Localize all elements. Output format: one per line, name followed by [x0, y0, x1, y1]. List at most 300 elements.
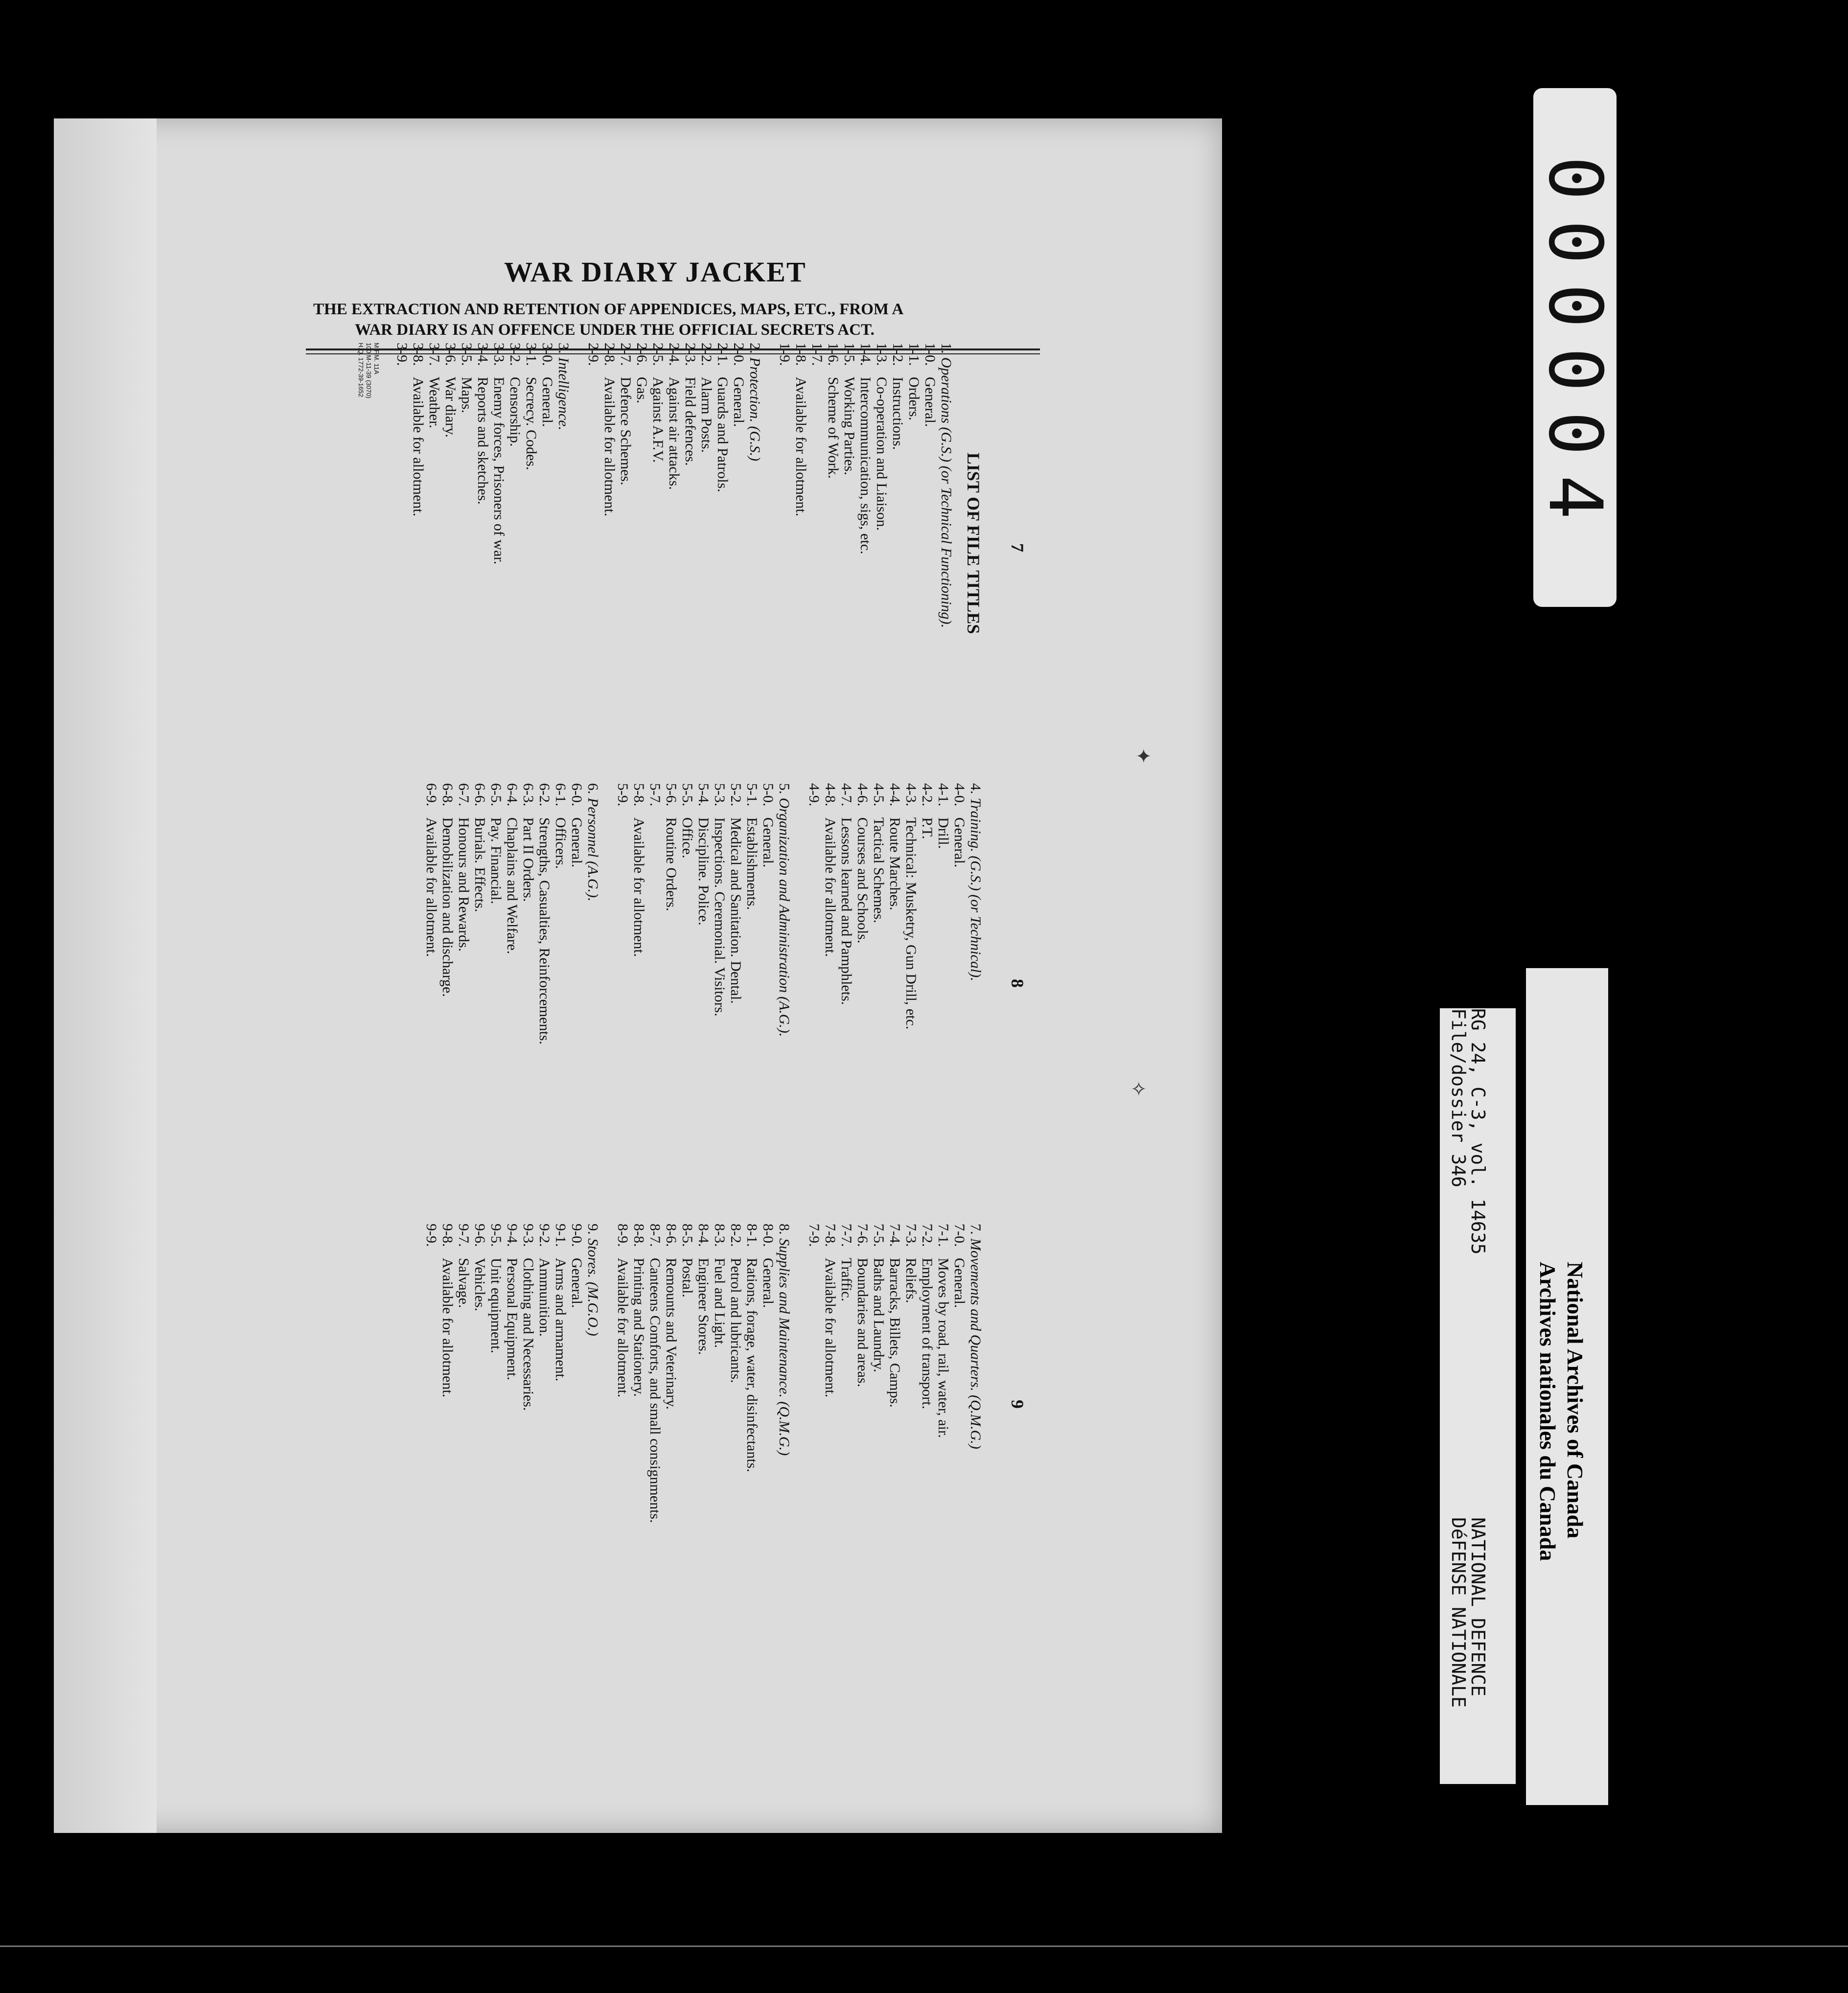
- file-title-item: [903, 783, 919, 1184]
- file-title: Burials. Effects.: [472, 817, 488, 912]
- file-code: 5-0.: [760, 783, 776, 807]
- file-title: Reliefs.: [903, 1258, 919, 1303]
- file-code: 3-7.: [426, 343, 442, 366]
- file-title: Establishments.: [744, 817, 760, 910]
- file-title-item: [634, 343, 650, 744]
- file-title-item: [423, 1224, 439, 1625]
- file-title-item: [456, 1224, 472, 1625]
- section-heading: [747, 343, 763, 744]
- file-title: Orders.: [906, 377, 922, 421]
- file-title: Inspections. Ceremonial. Visitors.: [712, 817, 728, 1017]
- section: [423, 1224, 601, 1625]
- file-title-item: [919, 1224, 935, 1625]
- file-code: 3-5.: [459, 343, 475, 366]
- file-code: 6-9.: [423, 783, 439, 807]
- file-title-item: [682, 343, 698, 744]
- file-title-item: [855, 1224, 871, 1625]
- section-heading: [555, 343, 572, 744]
- file-title: Field defences.: [682, 377, 698, 466]
- section-number: 4.: [968, 783, 984, 794]
- file-code: 3-2.: [507, 343, 523, 366]
- file-title-item: [935, 1224, 951, 1625]
- file-title: Available for allotment.: [631, 817, 647, 957]
- file-code: 2-4.: [666, 343, 682, 366]
- file-code: 7-1.: [935, 1224, 951, 1247]
- file-title: General.: [539, 377, 555, 427]
- file-code: 4-2.: [919, 783, 935, 807]
- file-title: Baths and Laundry.: [871, 1258, 887, 1372]
- file-code: 7-4.: [887, 1224, 903, 1247]
- file-title-item: [871, 1224, 887, 1625]
- file-code: 1-4.: [857, 343, 874, 366]
- file-code: 3-0.: [539, 343, 555, 366]
- file-title-item: [728, 783, 744, 1184]
- section-number: 8.: [776, 1224, 792, 1235]
- file-code: 5-2.: [728, 783, 744, 807]
- file-title-item: [919, 783, 935, 1184]
- section-title: Organization and Administration (A.G.).: [776, 798, 792, 1037]
- file-title-item: [475, 343, 491, 744]
- file-title: Maps.: [459, 377, 475, 414]
- file-code: 4-8.: [822, 783, 838, 807]
- section-number: 6.: [585, 783, 601, 794]
- file-code: 7-0.: [951, 1224, 968, 1247]
- file-code: 5-6.: [663, 783, 679, 807]
- file-code: 9-5.: [488, 1224, 504, 1247]
- section: [615, 783, 792, 1184]
- section-title: Intelligence.: [555, 357, 572, 431]
- paper-mark: ✧: [1131, 1078, 1147, 1100]
- file-title-item: [698, 343, 715, 744]
- file-code: 3-9.: [394, 343, 410, 366]
- collection-dept-fr: DéFENSE NATIONALE: [1448, 1517, 1469, 1708]
- file-code: 6-1.: [553, 783, 569, 807]
- file-code: 6-8.: [439, 783, 456, 807]
- file-title: Against A.F.V.: [650, 377, 666, 463]
- file-code: 8-7.: [647, 1224, 663, 1247]
- file-code: 7-5.: [871, 1224, 887, 1247]
- file-title-item: [822, 1224, 838, 1625]
- file-code: 8-1.: [744, 1224, 760, 1247]
- file-title-item: [585, 343, 601, 744]
- file-title: Personal Equipment.: [504, 1258, 520, 1380]
- scan-border-line: [0, 1946, 1848, 1947]
- section-number: 5.: [776, 783, 792, 794]
- file-code: 5-9.: [615, 783, 631, 807]
- file-code: 7-3.: [903, 1224, 919, 1247]
- section-number: 2.: [747, 343, 763, 354]
- file-title: Barracks, Billets, Camps.: [887, 1258, 903, 1408]
- section-title: Supplies and Maintenance. (Q.M.G.): [776, 1238, 792, 1456]
- file-title: General.: [731, 377, 747, 427]
- file-title-item: [841, 343, 857, 744]
- file-code: 9-8.: [439, 1224, 456, 1247]
- section-number: 7.: [968, 1224, 984, 1235]
- document-title: WAR DIARY JACKET: [504, 256, 807, 288]
- file-code: 3-8.: [410, 343, 426, 366]
- file-code: 1-0.: [922, 343, 938, 366]
- file-title-item: [488, 1224, 504, 1625]
- collection-reference: RG 24, C-3, vol. 14635: [1467, 1008, 1489, 1255]
- file-title: Printing and Stationery.: [631, 1258, 647, 1397]
- page-fold-edge: [54, 118, 157, 1833]
- file-title-item: [903, 1224, 919, 1625]
- file-code: 4-5.: [871, 783, 887, 807]
- file-code: 9-9.: [423, 1224, 439, 1247]
- file-code: 5-3.: [712, 783, 728, 807]
- file-title: Traffic.: [838, 1258, 855, 1302]
- file-title: Part II Orders.: [520, 817, 536, 902]
- file-title: Co-operation and Liaison.: [874, 377, 890, 531]
- file-title-item: [857, 343, 874, 744]
- file-code: 7-6.: [855, 1224, 871, 1247]
- file-title-item: [647, 783, 663, 1184]
- file-code: 4-7.: [838, 783, 855, 807]
- file-title-item: [744, 783, 760, 1184]
- file-title: Petrol and lubricants.: [728, 1258, 744, 1383]
- file-code: 6-5.: [488, 783, 504, 807]
- file-code: 2-5.: [650, 343, 666, 366]
- file-title-item: [507, 343, 523, 744]
- file-code: 1-6.: [825, 343, 841, 366]
- file-code: 8-6.: [663, 1224, 679, 1247]
- file-title-item: [569, 783, 585, 1184]
- file-title-item: [618, 343, 634, 744]
- file-title: Guards and Patrols.: [715, 377, 731, 492]
- file-titles-list: [357, 343, 1027, 1625]
- file-title-item: [520, 783, 536, 1184]
- file-code: 8-5.: [679, 1224, 695, 1247]
- file-title-item: [679, 1224, 695, 1625]
- file-title: Demobilization and discharge.: [439, 817, 456, 997]
- section-heading: [776, 783, 792, 1184]
- file-title-item: [679, 783, 695, 1184]
- file-title-item: [871, 783, 887, 1184]
- file-title-item: [539, 343, 555, 744]
- file-code: 8-0.: [760, 1224, 776, 1247]
- file-code: 5-7.: [647, 783, 663, 807]
- file-title-item: [569, 1224, 585, 1625]
- file-title: Courses and Schools.: [855, 817, 871, 944]
- file-code: 3-1.: [523, 343, 539, 366]
- file-title-item: [695, 783, 712, 1184]
- file-title-item: [890, 343, 906, 744]
- file-title: Clothing and Necessaries.: [520, 1258, 536, 1411]
- file-title: Strengths, Casualties, Reinforcements.: [536, 817, 553, 1045]
- file-title-item: [553, 783, 569, 1184]
- file-code: 8-9.: [615, 1224, 631, 1247]
- file-title: Against air attacks.: [666, 377, 682, 490]
- file-title: Unit equipment.: [488, 1258, 504, 1353]
- file-code: 8-8.: [631, 1224, 647, 1247]
- file-code: 8-2.: [728, 1224, 744, 1247]
- file-code: 9-0.: [569, 1224, 585, 1247]
- file-title: Employment of transport.: [919, 1258, 935, 1410]
- file-code: 9-7.: [456, 1224, 472, 1247]
- section-heading: [938, 343, 954, 744]
- warning-line-2: WAR DIARY IS AN OFFENCE UNDER THE OFFICIAL SECRETS ACT.: [355, 321, 875, 339]
- frame-counter: 000004: [1532, 156, 1617, 539]
- section-title: Training. (G.S.) (or Technical).: [968, 798, 984, 981]
- footprint-line: H.Q. 1772-39-1652: [357, 343, 365, 397]
- file-title-item: [760, 783, 776, 1184]
- file-title: Canteens Comforts, and small consignments.: [647, 1258, 663, 1523]
- file-title: Lessons learned and Pamphlets.: [838, 817, 855, 1005]
- file-title-item: [663, 783, 679, 1184]
- frame-counter-strip: [1533, 88, 1617, 607]
- file-code: 4-1.: [935, 783, 951, 807]
- file-title-item: [806, 1224, 822, 1625]
- file-title: Postal.: [679, 1258, 695, 1298]
- column-2: [410, 783, 984, 1184]
- file-title-item: [536, 1224, 553, 1625]
- file-title: Available for allotment.: [439, 1258, 456, 1398]
- section-title: Protection. (G.S.): [747, 357, 763, 462]
- file-code: 3-4.: [475, 343, 491, 366]
- file-code: 1-8.: [793, 343, 809, 366]
- archives-name-fr: Archives nationales du Canada: [1535, 1262, 1560, 1561]
- section-heading: [585, 783, 601, 1184]
- file-code: 5-4.: [695, 783, 712, 807]
- file-code: 4-6.: [855, 783, 871, 807]
- file-title-item: [650, 343, 666, 744]
- footprint-line: M.F.M. 11A: [373, 343, 380, 374]
- file-title: Available for allotment.: [601, 377, 618, 517]
- file-code: 7-2.: [919, 1224, 935, 1247]
- file-title-item: [922, 343, 938, 744]
- form-footprint: [357, 343, 380, 744]
- file-title: Honours and Rewards.: [456, 817, 472, 952]
- file-title-item: [553, 1224, 569, 1625]
- file-title: Available for allotment.: [410, 377, 426, 517]
- file-title: Instructions.: [890, 377, 906, 450]
- file-title-item: [456, 783, 472, 1184]
- file-code: 2-9.: [585, 343, 601, 366]
- collection-file: File/dossier 346: [1448, 1008, 1469, 1188]
- section-heading: [585, 1224, 601, 1625]
- file-code: 4-3.: [903, 783, 919, 807]
- file-title-item: [760, 1224, 776, 1625]
- file-title: Chaplains and Welfare.: [504, 817, 520, 954]
- file-code: 9-1.: [553, 1224, 569, 1247]
- section: [423, 783, 601, 1184]
- file-code: 1-1.: [906, 343, 922, 366]
- file-code: 1-5.: [841, 343, 857, 366]
- file-code: 2-7.: [618, 343, 634, 366]
- file-title: Available for allotment.: [822, 1258, 838, 1398]
- file-code: 7-7.: [838, 1224, 855, 1247]
- file-title: Enemy forces, Prisoners of war.: [491, 377, 507, 565]
- file-code: 8-4.: [695, 1224, 712, 1247]
- file-title-item: [439, 783, 456, 1184]
- file-title: Pay. Financial.: [488, 817, 504, 904]
- file-title-item: [472, 783, 488, 1184]
- section: [394, 343, 572, 744]
- file-code: 1-3.: [874, 343, 890, 366]
- file-title: Censorship.: [507, 377, 523, 447]
- paper-mark: ✦: [1135, 745, 1152, 767]
- file-title: Salvage.: [456, 1258, 472, 1308]
- section-number: 1.: [938, 343, 954, 354]
- column-1: [357, 343, 954, 744]
- section-heading: [776, 1224, 792, 1625]
- file-title-item: [426, 343, 442, 744]
- file-code: 1-9.: [777, 343, 793, 366]
- file-title: P.T.: [919, 817, 935, 839]
- file-title-item: [951, 1224, 968, 1625]
- file-code: 4-9.: [806, 783, 822, 807]
- file-code: 5-8.: [631, 783, 647, 807]
- file-title-item: [423, 783, 439, 1184]
- file-code: 4-4.: [887, 783, 903, 807]
- file-code: 3-3.: [491, 343, 507, 366]
- file-title: Working Parties.: [841, 377, 857, 475]
- file-title-item: [887, 783, 903, 1184]
- file-title: Available for allotment.: [423, 817, 439, 957]
- list-title: LIST OF FILE TITLES: [964, 452, 983, 634]
- file-code: 5-5.: [679, 783, 695, 807]
- file-code: 6-4.: [504, 783, 520, 807]
- file-title-item: [504, 783, 520, 1184]
- section: [777, 343, 954, 744]
- file-title: Available for allotment.: [615, 1258, 631, 1398]
- page-number-8: 8: [1008, 979, 1027, 988]
- file-title-item: [442, 343, 459, 744]
- section-heading: [968, 783, 984, 1184]
- file-title-item: [488, 783, 504, 1184]
- file-title-item: [472, 1224, 488, 1625]
- file-title-item: [838, 783, 855, 1184]
- file-title-item: [809, 343, 825, 744]
- file-code: 7-8.: [822, 1224, 838, 1247]
- file-title: Tactical Schemes.: [871, 817, 887, 924]
- section: [806, 1224, 984, 1625]
- file-title: Gas.: [634, 377, 650, 404]
- warning-line-1: THE EXTRACTION AND RETENTION OF APPENDICES, MAPS, ETC., FROM A: [313, 301, 904, 318]
- file-title: Medical and Sanitation. Dental.: [728, 817, 744, 1004]
- file-title-item: [806, 783, 822, 1184]
- page-number-9: 9: [1008, 1400, 1027, 1409]
- section-title: Stores. (M.G.O.): [585, 1238, 601, 1336]
- file-title: Weather.: [426, 377, 442, 429]
- file-title-item: [615, 783, 631, 1184]
- file-code: 7-9.: [806, 1224, 822, 1247]
- file-title-item: [712, 783, 728, 1184]
- file-title-item: [731, 343, 747, 744]
- file-title: Secrecy. Codes.: [523, 377, 539, 470]
- file-title: Available for allotment.: [793, 377, 809, 517]
- file-title-item: [631, 783, 647, 1184]
- file-title-item: [951, 783, 968, 1184]
- file-title-item: [601, 343, 618, 744]
- file-title: War diary.: [442, 377, 459, 438]
- file-title: General.: [569, 817, 585, 868]
- archives-label: [1526, 968, 1608, 1805]
- section: [615, 1224, 792, 1625]
- file-title: General.: [951, 1258, 968, 1308]
- file-title: Rations, forage, water, disinfectants.: [744, 1258, 760, 1472]
- file-title-item: [715, 343, 731, 744]
- file-title: Moves by road, rail, water, air.: [935, 1258, 951, 1438]
- file-title: Officers.: [553, 817, 569, 869]
- file-title: Defence Schemes.: [618, 377, 634, 486]
- file-title-item: [663, 1224, 679, 1625]
- file-title: Arms and armament.: [553, 1258, 569, 1382]
- file-title-item: [793, 343, 809, 744]
- section: [585, 343, 763, 744]
- file-code: 6-2.: [536, 783, 553, 807]
- file-title-item: [825, 343, 841, 744]
- file-title-item: [631, 1224, 647, 1625]
- file-title: Remounts and Veterinary.: [663, 1258, 679, 1410]
- file-code: 9-2.: [536, 1224, 553, 1247]
- file-code: 2-6.: [634, 343, 650, 366]
- file-title-item: [504, 1224, 520, 1625]
- section-heading: [968, 1224, 984, 1625]
- collection-dept-en: NATIONAL DEFENCE: [1467, 1517, 1489, 1697]
- file-code: 5-1.: [744, 783, 760, 807]
- section-title: Operations (G.S.) (or Technical Functioning).: [938, 357, 954, 628]
- column-3: [410, 1224, 984, 1625]
- page-number-7: 7: [1008, 543, 1027, 552]
- footprint-line: 100 M-11-39 (3070): [365, 343, 372, 398]
- section-number: 3.: [555, 343, 572, 354]
- file-title: General.: [760, 1258, 776, 1308]
- file-code: 3-6.: [442, 343, 459, 366]
- section-title: Movements and Quarters. (Q.M.G.): [968, 1238, 984, 1449]
- file-title-item: [887, 1224, 903, 1625]
- file-title-item: [874, 343, 890, 744]
- file-title: Available for allotment.: [822, 817, 838, 957]
- file-title: Drill.: [935, 817, 951, 849]
- file-title-item: [838, 1224, 855, 1625]
- file-code: 1-7.: [809, 343, 825, 366]
- file-code: 9-3.: [520, 1224, 536, 1247]
- file-title: Engineer Stores.: [695, 1258, 712, 1355]
- file-code: 6-6.: [472, 783, 488, 807]
- file-title-item: [459, 343, 475, 744]
- file-title-item: [520, 1224, 536, 1625]
- file-title-item: [712, 1224, 728, 1625]
- file-title-item: [728, 1224, 744, 1625]
- file-code: 2-3.: [682, 343, 698, 366]
- file-title: Technical: Musketry, Gun Drill, etc.: [903, 817, 919, 1030]
- file-title-item: [394, 343, 410, 744]
- file-title-item: [523, 343, 539, 744]
- archives-name-en: National Archives of Canada: [1563, 1262, 1588, 1539]
- file-title: Ammunition.: [536, 1258, 553, 1337]
- file-title: Alarm Posts.: [698, 377, 715, 453]
- file-title-item: [615, 1224, 631, 1625]
- file-title: Route Marches.: [887, 817, 903, 910]
- file-title: Boundaries and areas.: [855, 1258, 871, 1388]
- file-code: 4-0.: [951, 783, 968, 807]
- file-code: 6-0.: [569, 783, 585, 807]
- file-title-item: [855, 783, 871, 1184]
- section-title: Personnel (A.G.).: [585, 798, 601, 902]
- file-title-item: [491, 343, 507, 744]
- collection-label: [1440, 1008, 1516, 1784]
- file-title: Reports and sketches.: [475, 377, 491, 505]
- file-title-item: [935, 783, 951, 1184]
- file-code: 9-6.: [472, 1224, 488, 1247]
- section: [806, 783, 984, 1184]
- file-title: General.: [922, 377, 938, 427]
- file-title-item: [647, 1224, 663, 1625]
- file-title: General.: [760, 817, 776, 868]
- file-code: 6-3.: [520, 783, 536, 807]
- file-code: 1-2.: [890, 343, 906, 366]
